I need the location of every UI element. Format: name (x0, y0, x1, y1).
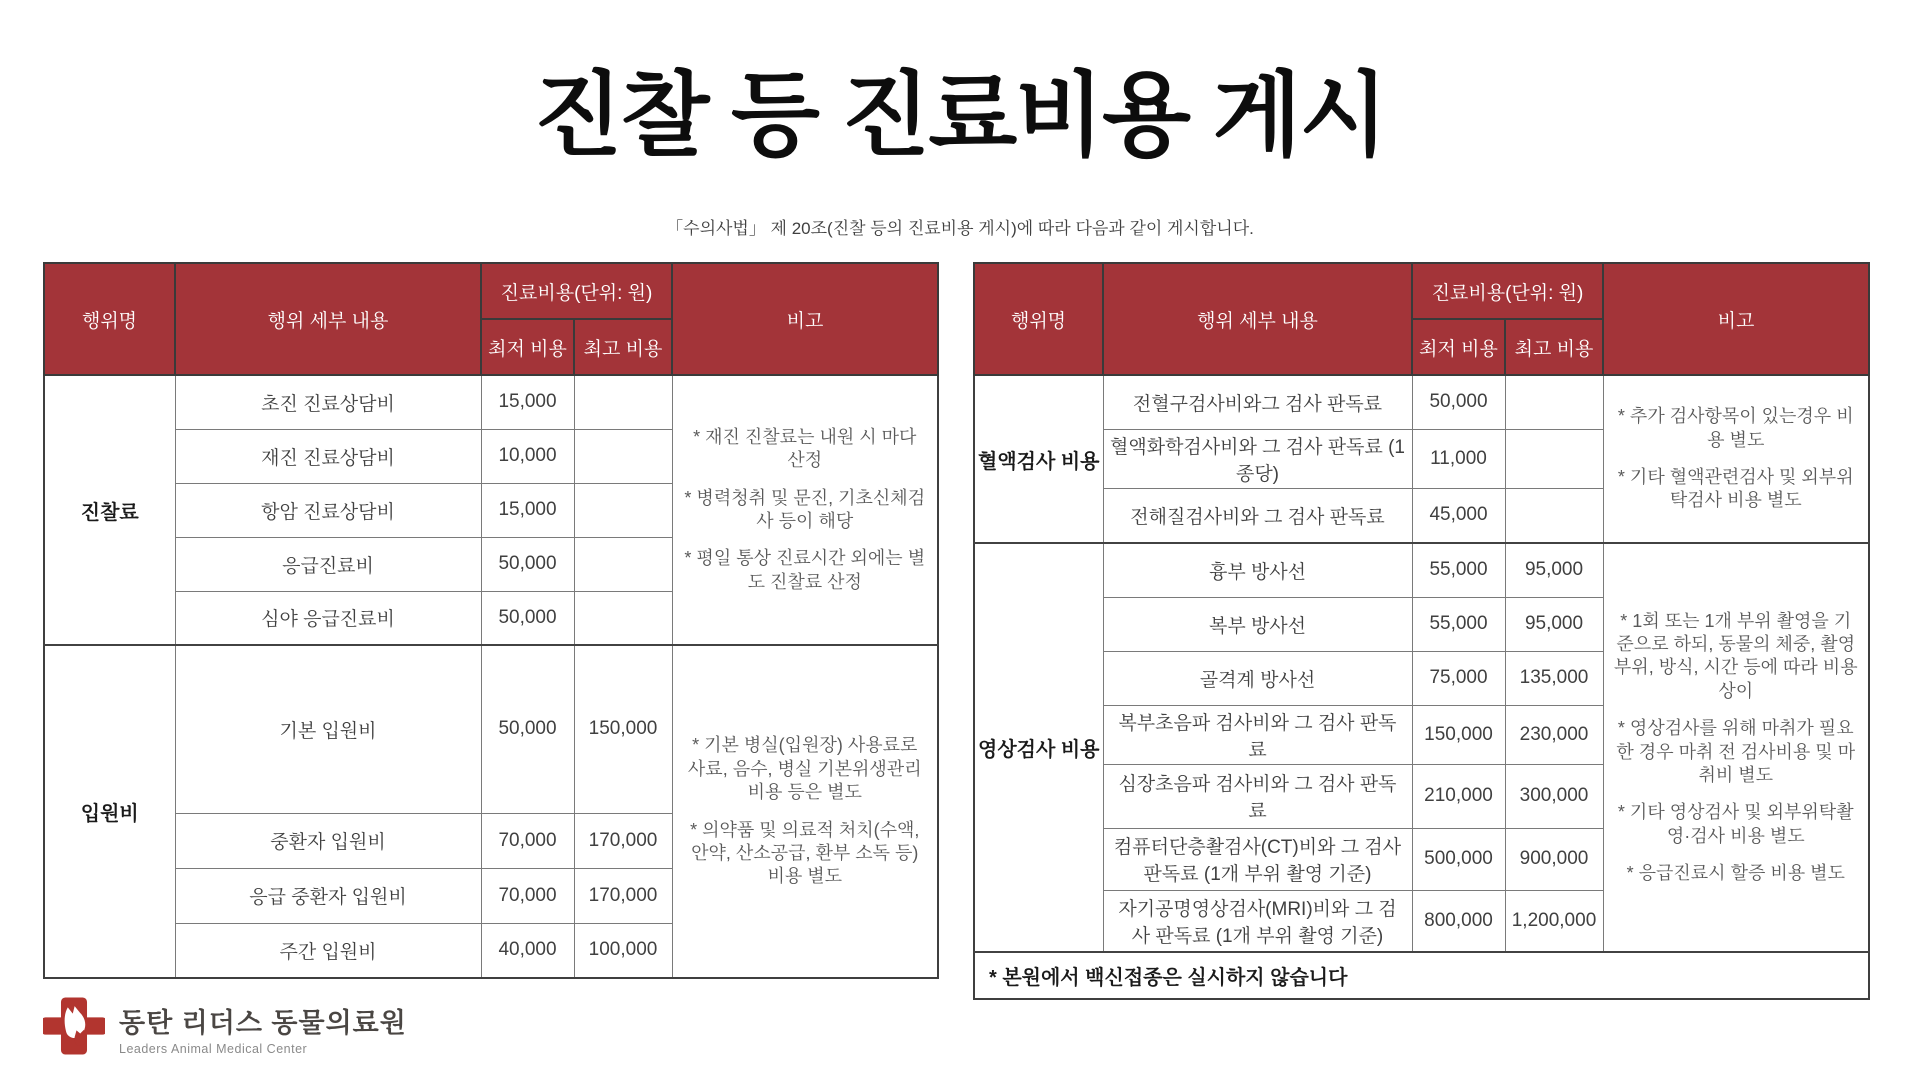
max-cost-cell: 300,000 (1505, 764, 1603, 828)
detail-cell: 심장초음파 검사비와 그 검사 판독료 (1103, 764, 1412, 828)
note-cell (672, 375, 938, 645)
note-line: * 기본 병실(입원장) 사용료로 사료, 음수, 병실 기본위생관리 비용 등은 별도 (687, 735, 922, 803)
max-cost-cell (1505, 488, 1603, 543)
detail-cell: 응급 중환자 입원비 (175, 868, 481, 923)
note-line: * 응급진료시 할증 비용 별도 (1626, 863, 1845, 884)
col-header-max: 최고 비용 (1505, 319, 1603, 375)
col-header-max: 최고 비용 (574, 319, 672, 375)
detail-cell: 전해질검사비와 그 검사 판독료 (1103, 488, 1412, 543)
col-header-min: 최저 비용 (481, 319, 574, 375)
note-line: * 평일 통상 진료시간 외에는 별도 진찰료 산정 (684, 548, 926, 592)
note-cell (1603, 375, 1869, 543)
col-header-note: 비고 (672, 263, 938, 375)
detail-cell: 응급진료비 (175, 537, 481, 591)
note-line: * 기타 혈액관련검사 및 외부위탁검사 비용 별도 (1617, 467, 1854, 511)
note-line: * 기타 영상검사 및 외부위탁촬영·검사 비용 별도 (1617, 802, 1854, 846)
col-header-min: 최저 비용 (1412, 319, 1505, 375)
max-cost-cell: 100,000 (574, 923, 672, 978)
right-fee-table (973, 262, 1870, 1000)
min-cost-cell: 15,000 (481, 375, 574, 429)
clinic-logo (43, 995, 407, 1062)
min-cost-cell: 11,000 (1412, 429, 1505, 488)
min-cost-cell: 50,000 (481, 591, 574, 645)
section-name: 진찰료 (44, 375, 175, 645)
note-line: * 영상검사를 위해 마취가 필요한 경우 마취 전 검사비용 및 마취비 별도 (1616, 718, 1856, 785)
note-cell (672, 645, 938, 978)
detail-cell: 자기공명영상검사(MRI)비와 그 검사 판독료 (1개 부위 촬영 기준) (1103, 890, 1412, 952)
min-cost-cell: 150,000 (1412, 705, 1505, 764)
detail-cell: 골격계 방사선 (1103, 651, 1412, 705)
detail-cell: 복부초음파 검사비와 그 검사 판독료 (1103, 705, 1412, 764)
section-name: 입원비 (44, 645, 175, 978)
table-row (974, 952, 1869, 999)
detail-cell: 기본 입원비 (175, 645, 481, 813)
col-header-action: 행위명 (974, 263, 1103, 375)
note-line: * 병력청취 및 문진, 기초신체검사 등이 해당 (684, 487, 926, 531)
detail-cell: 심야 응급진료비 (175, 591, 481, 645)
max-cost-cell: 135,000 (1505, 651, 1603, 705)
detail-cell: 흉부 방사선 (1103, 543, 1412, 597)
min-cost-cell: 70,000 (481, 868, 574, 923)
max-cost-cell: 95,000 (1505, 597, 1603, 651)
min-cost-cell: 15,000 (481, 483, 574, 537)
col-header-note: 비고 (1603, 263, 1869, 375)
page-title: 진찰 등 진료비용 게시 (533, 65, 1387, 167)
clinic-name-korean: 동탄 리더스 동물의료원 (119, 1008, 407, 1038)
max-cost-cell (574, 537, 672, 591)
table-row (44, 375, 938, 429)
min-cost-cell: 55,000 (1412, 543, 1505, 597)
detail-cell: 컴퓨터단층촬검사(CT)비와 그 검사 판독료 (1개 부위 촬영 기준) (1103, 828, 1412, 890)
min-cost-cell: 55,000 (1412, 597, 1505, 651)
table-row (974, 543, 1869, 597)
max-cost-cell: 900,000 (1505, 828, 1603, 890)
min-cost-cell: 800,000 (1412, 890, 1505, 952)
note-line: * 재진 진찰료는 내원 시 마다 산정 (693, 426, 917, 471)
min-cost-cell: 210,000 (1412, 764, 1505, 828)
table-row (974, 375, 1869, 429)
detail-cell: 전혈구검사비와그 검사 판독료 (1103, 375, 1412, 429)
max-cost-cell: 230,000 (1505, 705, 1603, 764)
max-cost-cell (574, 375, 672, 429)
min-cost-cell: 50,000 (481, 645, 574, 813)
col-header-cost-group: 진료비용(단위: 원) (481, 263, 672, 319)
min-cost-cell: 500,000 (1412, 828, 1505, 890)
note-line: * 1회 또는 1개 부위 촬영을 기준으로 하되, 동물의 체중, 촬영 부위, 방식, 시간 등에 따라 비용 상이 (1613, 610, 1858, 701)
max-cost-cell: 1,200,000 (1505, 890, 1603, 952)
table-row (44, 645, 938, 813)
max-cost-cell: 95,000 (1505, 543, 1603, 597)
col-header-detail: 행위 세부 내용 (175, 263, 481, 375)
min-cost-cell: 40,000 (481, 923, 574, 978)
max-cost-cell (1505, 429, 1603, 488)
detail-cell: 주간 입원비 (175, 923, 481, 978)
page-subtitle: 「수의사법」 제 20조(진찰 등의 진료비용 게시)에 따라 다음과 같이 게시합니다. (666, 219, 1254, 238)
note-line: * 의약품 및 의료적 처치(수액, 안약, 산소공급, 환부 소독 등)비용 별도 (690, 819, 920, 887)
section-name: 영상검사 비용 (974, 543, 1103, 952)
left-fee-table (43, 262, 939, 979)
max-cost-cell (574, 483, 672, 537)
min-cost-cell: 50,000 (1412, 375, 1505, 429)
min-cost-cell: 50,000 (481, 537, 574, 591)
note-line: * 추가 검사항목이 있는경우 비용 별도 (1617, 406, 1854, 450)
left-table-header (44, 263, 938, 375)
min-cost-cell: 10,000 (481, 429, 574, 483)
max-cost-cell (574, 429, 672, 483)
max-cost-cell: 170,000 (574, 813, 672, 868)
min-cost-cell: 70,000 (481, 813, 574, 868)
right-table-header (974, 263, 1869, 375)
max-cost-cell (1505, 375, 1603, 429)
min-cost-cell: 75,000 (1412, 651, 1505, 705)
detail-cell: 복부 방사선 (1103, 597, 1412, 651)
clinic-name-english: Leaders Animal Medical Center (119, 1042, 308, 1056)
detail-cell: 초진 진료상담비 (175, 375, 481, 429)
detail-cell: 혈액화학검사비와 그 검사 판독료 (1종당) (1103, 429, 1412, 488)
detail-cell: 중환자 입원비 (175, 813, 481, 868)
max-cost-cell (574, 591, 672, 645)
col-header-action: 행위명 (44, 263, 175, 375)
section-name: 혈액검사 비용 (974, 375, 1103, 543)
clinic-name (119, 1001, 407, 1056)
detail-cell: 재진 진료상담비 (175, 429, 481, 483)
note-cell (1603, 543, 1869, 952)
vaccine-footnote: * 본원에서 백신접종은 실시하지 않습니다 (974, 952, 1869, 999)
detail-cell: 항암 진료상담비 (175, 483, 481, 537)
max-cost-cell: 150,000 (574, 645, 672, 813)
col-header-detail: 행위 세부 내용 (1103, 263, 1412, 375)
min-cost-cell: 45,000 (1412, 488, 1505, 543)
clinic-cross-icon (43, 995, 105, 1062)
max-cost-cell: 170,000 (574, 868, 672, 923)
col-header-cost-group: 진료비용(단위: 원) (1412, 263, 1603, 319)
